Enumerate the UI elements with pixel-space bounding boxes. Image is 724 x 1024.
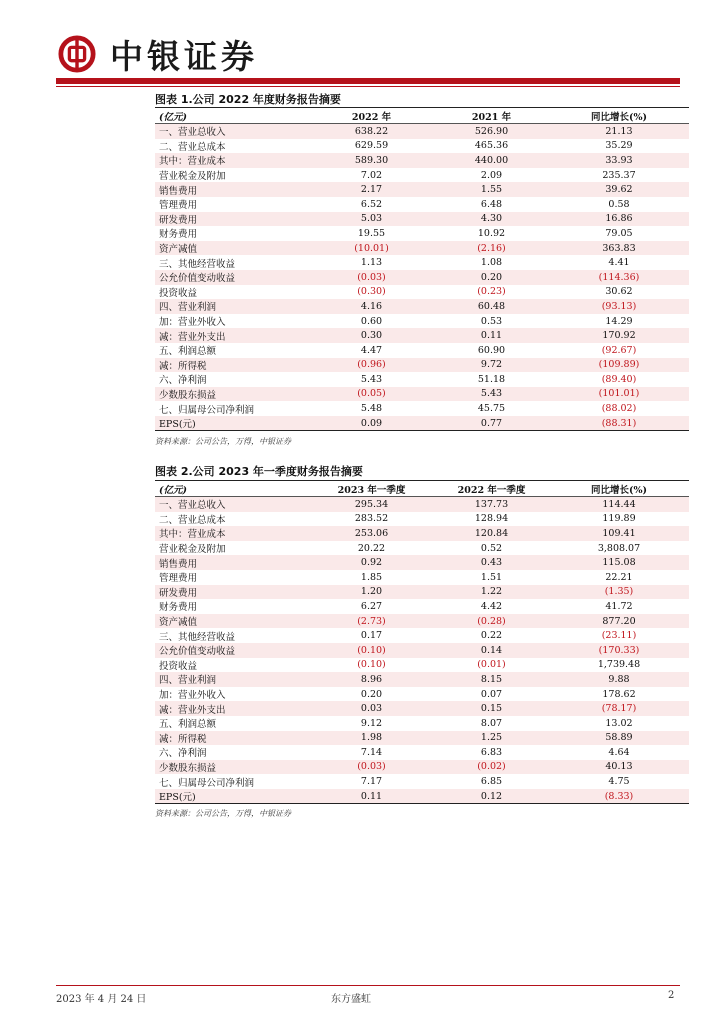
table-cell-item: 管理费用 (159, 573, 198, 585)
table-cell-yoy: 14.29 (605, 315, 633, 327)
table-row (155, 139, 689, 154)
table-row (155, 358, 689, 373)
table-cell-current: 9.12 (360, 717, 383, 729)
table-cell-item: 减：营业外支出 (159, 704, 226, 716)
table-row (155, 789, 689, 804)
table-cell-current: 6.52 (360, 198, 383, 210)
table-row (155, 526, 689, 541)
table-cell-prior: 0.43 (480, 557, 503, 569)
table-cell-yoy: (88.31) (601, 417, 637, 429)
table-cell-item: 减：所得税 (159, 733, 207, 745)
table-cell-current: 2.17 (360, 184, 383, 196)
table-cell-prior: 51.18 (477, 373, 506, 385)
table-row (155, 731, 689, 746)
table-cell-current: 0.09 (360, 417, 383, 429)
table-cell-current: 1.98 (360, 732, 383, 744)
table-row (155, 585, 689, 600)
table-cell-prior: 10.92 (477, 227, 506, 239)
table-cell-yoy: 22.21 (605, 571, 633, 583)
table-cell-prior: 0.11 (480, 330, 503, 342)
table-cell-yoy: 4.75 (608, 776, 630, 788)
table-cell-current: 7.02 (360, 169, 383, 181)
table-cell-yoy: 1,739.48 (597, 659, 641, 671)
table-row (155, 628, 689, 643)
table-cell-current: (0.10) (357, 644, 386, 656)
table1-col-yoy: 同比增长(%) (549, 108, 689, 124)
table-cell-prior: 0.77 (480, 417, 503, 429)
table-cell-yoy: (109.89) (598, 359, 640, 371)
table1-header-row (155, 108, 689, 124)
table-row (155, 197, 689, 212)
table-cell-item: 研发费用 (159, 587, 198, 599)
table-cell-item: 六、净利润 (159, 748, 207, 760)
table-cell-yoy: (93.13) (601, 300, 637, 312)
table-cell-current: 589.30 (354, 154, 389, 166)
table-cell-prior: 8.07 (480, 717, 503, 729)
table-cell-current: 0.03 (360, 703, 383, 715)
table-cell-item: 减：所得税 (159, 360, 207, 372)
table-cell-yoy: (23.11) (601, 630, 637, 642)
table-cell-item: EPS(元) (159, 792, 196, 804)
table-row (155, 745, 689, 760)
table-cell-current: 0.92 (360, 557, 383, 569)
table-cell-item: 一、营业总收入 (159, 500, 226, 512)
table-cell-prior: (0.01) (477, 659, 506, 671)
table-row (155, 343, 689, 358)
table-cell-item: EPS(元) (159, 419, 196, 431)
table-cell-item: 研发费用 (159, 214, 198, 226)
table1 (155, 107, 685, 431)
table-cell-yoy: 235.37 (602, 169, 636, 181)
table-cell-current: (0.03) (357, 271, 386, 283)
table-cell-item: 财务费用 (159, 602, 198, 614)
table-cell-item: 加：营业外收入 (159, 317, 226, 329)
table1-col-prior: 2021 年 (434, 108, 549, 124)
table-row (155, 774, 689, 789)
table2 (155, 480, 685, 804)
table-cell-prior: 8.15 (480, 673, 503, 685)
table-cell-item: 三、其他经营收益 (159, 631, 236, 643)
table-cell-prior: 6.48 (480, 198, 503, 210)
table-cell-prior: 6.85 (480, 776, 503, 788)
table-cell-prior: 5.43 (480, 388, 503, 400)
table-row (155, 555, 689, 570)
table-cell-prior: 6.83 (480, 746, 503, 758)
table-cell-yoy: (114.36) (598, 271, 640, 283)
table-cell-yoy: (78.17) (601, 703, 637, 715)
table-cell-current: 4.16 (360, 300, 383, 312)
table-cell-item: 少数股东损益 (159, 389, 217, 401)
table-cell-current: 5.03 (360, 213, 383, 225)
table-cell-current: 295.34 (354, 498, 389, 510)
bank-of-china-logo-icon (58, 35, 96, 73)
table-cell-item: 一、营业总收入 (159, 127, 226, 139)
table-cell-yoy: 0.58 (608, 198, 630, 210)
table-cell-prior: 1.08 (480, 257, 503, 269)
table-row (155, 672, 689, 687)
table-cell-yoy: 9.88 (608, 673, 630, 685)
table-row (155, 372, 689, 387)
table-cell-current: 0.30 (360, 330, 383, 342)
table-cell-item: 公允价值变动收益 (159, 646, 236, 658)
table-cell-yoy: 115.08 (602, 557, 636, 569)
table-row (155, 541, 689, 556)
table-cell-current: 7.17 (360, 776, 383, 788)
table-cell-yoy: (101.01) (598, 388, 640, 400)
table-cell-prior: 9.72 (480, 359, 503, 371)
table-cell-current: 6.27 (360, 600, 383, 612)
table-cell-item: 加：营业外收入 (159, 690, 226, 702)
table-row (155, 401, 689, 416)
table-cell-yoy: 35.29 (605, 140, 633, 152)
table-cell-item: 六、净利润 (159, 375, 207, 387)
table-cell-yoy: 114.44 (602, 498, 636, 510)
table-cell-yoy: 178.62 (602, 688, 636, 700)
table-cell-current: 638.22 (354, 125, 389, 137)
table-cell-current: 19.55 (357, 227, 386, 239)
table-cell-prior: 4.42 (480, 600, 503, 612)
table-cell-yoy: 16.86 (605, 213, 633, 225)
table-cell-prior: 4.30 (480, 213, 503, 225)
page-number: 2 (668, 990, 675, 1001)
table-cell-current: 0.20 (360, 688, 383, 700)
table2-source: 资料来源：公司公告，万得，中银证券 (155, 809, 291, 818)
table-cell-yoy: 58.89 (605, 732, 633, 744)
table-row (155, 314, 689, 329)
table-cell-item: 投资收益 (159, 660, 198, 672)
table-cell-prior: 1.25 (480, 732, 503, 744)
table-cell-prior: (2.16) (477, 242, 506, 254)
table-cell-yoy: 33.93 (605, 154, 633, 166)
table-row (155, 328, 689, 343)
table-cell-current: 1.85 (360, 571, 383, 583)
table-cell-item: 七、归属母公司净利润 (159, 404, 255, 416)
table-cell-current: 4.47 (360, 344, 383, 356)
table-cell-yoy: (170.33) (598, 644, 640, 656)
table-cell-item: 公允价值变动收益 (159, 273, 236, 285)
table-cell-current: (0.03) (357, 761, 386, 773)
table-cell-item: 减：营业外支出 (159, 331, 226, 343)
table-row (155, 226, 689, 241)
table-cell-current: (0.05) (357, 388, 386, 400)
footer-rule (56, 985, 680, 986)
table-cell-item: 资产减值 (159, 244, 198, 256)
table-cell-yoy: 21.13 (605, 125, 633, 137)
table-row (155, 687, 689, 702)
table-cell-prior: 128.94 (474, 513, 509, 525)
table-cell-item: 投资收益 (159, 287, 198, 299)
table-cell-item: 资产减值 (159, 617, 198, 629)
table-cell-yoy: (1.35) (604, 586, 634, 598)
table-cell-current: 20.22 (357, 542, 386, 554)
table-row (155, 497, 689, 512)
table-cell-item: 销售费用 (159, 185, 198, 197)
table-row (155, 212, 689, 227)
table-cell-prior: 137.73 (474, 498, 509, 510)
table-row (155, 255, 689, 270)
table-cell-item: 二、营业总成本 (159, 141, 226, 153)
table2-title: 图表 2.公司 2023 年一季度财务报告摘要 (155, 465, 363, 478)
table-cell-prior: 1.55 (480, 184, 503, 196)
table-cell-yoy: 79.05 (605, 227, 633, 239)
table-cell-item: 财务费用 (159, 229, 198, 241)
table-cell-current: 8.96 (360, 673, 383, 685)
table-cell-prior: 0.07 (480, 688, 503, 700)
table-cell-current: 629.59 (354, 140, 389, 152)
table-cell-current: 0.11 (360, 790, 383, 802)
table-cell-prior: 45.75 (477, 403, 506, 415)
table-row (155, 387, 689, 402)
table-row (155, 512, 689, 527)
table1-title: 图表 1.公司 2022 年度财务报告摘要 (155, 93, 341, 106)
table-cell-yoy: 109.41 (602, 527, 636, 539)
table1-source: 资料来源：公司公告，万得，中银证券 (155, 437, 291, 446)
table-cell-item: 其中：营业成本 (159, 156, 226, 168)
table-cell-prior: (0.23) (477, 286, 506, 298)
table-cell-current: 1.13 (360, 257, 383, 269)
table-row (155, 599, 689, 614)
table-cell-prior: (0.02) (477, 761, 506, 773)
table-cell-current: (0.96) (357, 359, 386, 371)
table-row (155, 643, 689, 658)
brand-header (58, 34, 258, 74)
table-cell-prior: 0.15 (480, 703, 503, 715)
table1-col-unit: (亿元) (155, 108, 309, 124)
table-cell-prior: 1.22 (480, 586, 503, 598)
table-cell-prior: 0.53 (480, 315, 503, 327)
table-cell-yoy: 119.89 (602, 513, 636, 525)
table-cell-prior: (0.28) (477, 615, 506, 627)
table-cell-prior: 0.14 (480, 644, 503, 656)
table-cell-item: 四、营业利润 (159, 302, 217, 314)
table-cell-item: 营业税金及附加 (159, 544, 226, 556)
table-cell-prior: 526.90 (474, 125, 509, 137)
table-cell-item: 营业税金及附加 (159, 171, 226, 183)
table2-col-yoy: 同比增长(%) (549, 481, 689, 497)
table-row (155, 760, 689, 775)
table-cell-item: 二、营业总成本 (159, 514, 226, 526)
table-cell-item: 其中：营业成本 (159, 529, 226, 541)
table-row (155, 416, 689, 431)
table-row (155, 716, 689, 731)
table-cell-prior: 465.36 (474, 140, 509, 152)
table-cell-current: 0.17 (360, 630, 383, 642)
table-row (155, 270, 689, 285)
table-cell-current: 5.43 (360, 373, 383, 385)
table-cell-prior: 0.12 (480, 790, 503, 802)
footer-company: 东方盛虹 (331, 994, 371, 1005)
table-cell-current: 0.60 (360, 315, 383, 327)
header-rule (56, 78, 680, 84)
table-cell-current: 253.06 (354, 527, 389, 539)
brand-name: 中银证券 (110, 36, 258, 76)
table-cell-yoy: (92.67) (601, 344, 637, 356)
footer-date: 2023 年 4 月 24 日 (56, 994, 147, 1005)
table-cell-item: 少数股东损益 (159, 762, 217, 774)
table-cell-item: 五、利润总额 (159, 346, 217, 358)
table-cell-prior: 0.52 (480, 542, 503, 554)
table-cell-item: 管理费用 (159, 200, 198, 212)
table-cell-yoy: 877.20 (602, 615, 636, 627)
header-thin-rule (56, 86, 680, 87)
table2-header-row (155, 481, 689, 497)
table2-col-current: 2023 年一季度 (309, 481, 434, 497)
table-cell-prior: 60.48 (477, 300, 506, 312)
table-cell-item: 销售费用 (159, 558, 198, 570)
table-cell-item: 三、其他经营收益 (159, 258, 236, 270)
table-row (155, 182, 689, 197)
table-row (155, 299, 689, 314)
table-row (155, 658, 689, 673)
table-cell-yoy: 40.13 (605, 761, 633, 773)
table-cell-yoy: 30.62 (605, 286, 633, 298)
table-cell-yoy: 41.72 (605, 600, 633, 612)
table-cell-prior: 60.90 (477, 344, 506, 356)
table-cell-yoy: (89.40) (601, 373, 637, 385)
table-cell-current: 7.14 (360, 746, 383, 758)
table2-col-unit: (亿元) (155, 481, 309, 497)
table-cell-prior: 120.84 (474, 527, 509, 539)
table2-col-prior: 2022 年一季度 (434, 481, 549, 497)
table-cell-prior: 1.51 (480, 571, 503, 583)
table-cell-prior: 440.00 (474, 154, 509, 166)
table-cell-yoy: 13.02 (605, 717, 633, 729)
table-cell-yoy: 4.41 (608, 257, 630, 269)
table-cell-yoy: (8.33) (604, 790, 634, 802)
table-cell-prior: 0.22 (480, 630, 503, 642)
table-row (155, 168, 689, 183)
table-cell-current: 1.20 (360, 586, 383, 598)
table-row (155, 153, 689, 168)
table-row (155, 241, 689, 256)
table-cell-yoy: 4.64 (608, 746, 630, 758)
table-row (155, 570, 689, 585)
table-cell-prior: 0.20 (480, 271, 503, 283)
table-cell-current: (0.30) (357, 286, 386, 298)
table-cell-item: 五、利润总额 (159, 719, 217, 731)
table-cell-item: 七、归属母公司净利润 (159, 777, 255, 789)
table-cell-current: (10.01) (354, 242, 389, 254)
table-cell-yoy: 363.83 (602, 242, 636, 254)
table-cell-yoy: (88.02) (601, 403, 637, 415)
table-cell-current: (2.73) (357, 615, 386, 627)
table-cell-current: 5.48 (360, 403, 383, 415)
table-cell-current: 283.52 (354, 513, 389, 525)
table1-col-current: 2022 年 (309, 108, 434, 124)
table-row (155, 124, 689, 139)
table-cell-yoy: 39.62 (605, 184, 633, 196)
table-cell-yoy: 3,808.07 (597, 542, 641, 554)
table-row (155, 614, 689, 629)
table-row (155, 285, 689, 300)
table-row (155, 701, 689, 716)
table-cell-item: 四、营业利润 (159, 675, 217, 687)
table-cell-yoy: 170.92 (602, 330, 636, 342)
table-cell-current: (0.10) (357, 659, 386, 671)
table-cell-prior: 2.09 (480, 169, 503, 181)
